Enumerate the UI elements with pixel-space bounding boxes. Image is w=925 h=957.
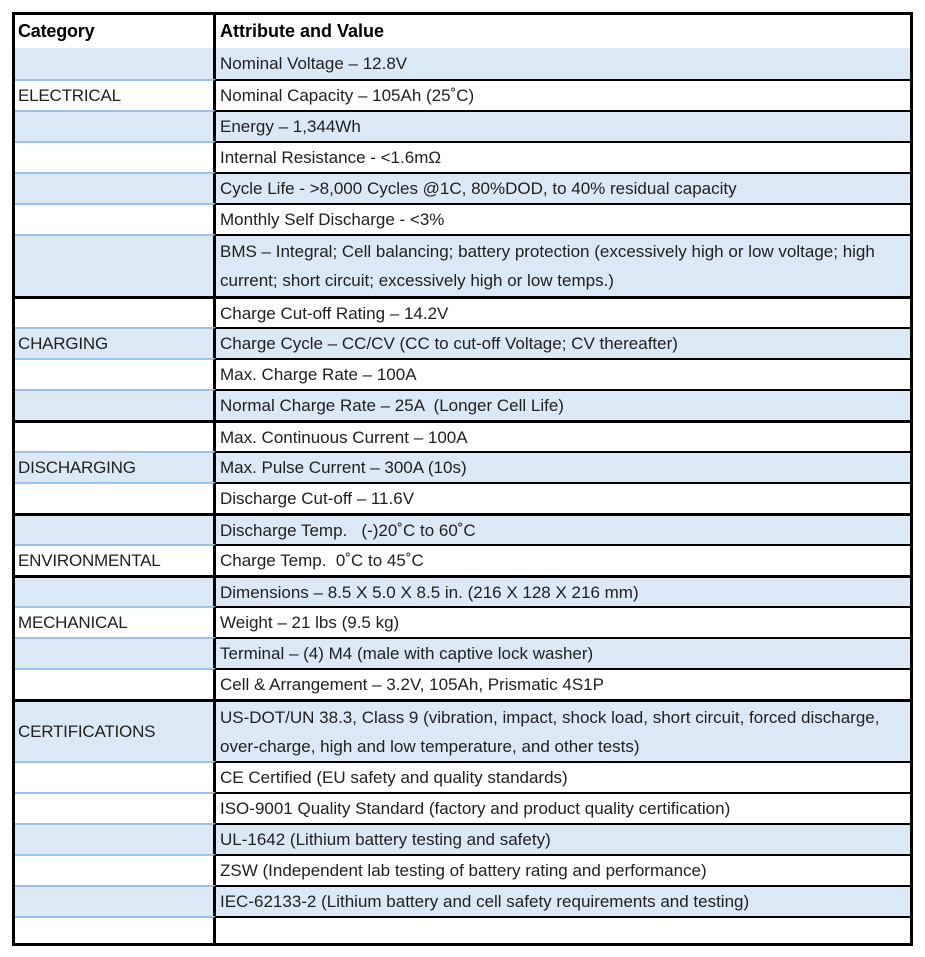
- category-cell: [15, 792, 216, 823]
- table-row: [15, 792, 910, 823]
- table-row: [15, 885, 910, 916]
- attribute-value-cell: Discharge Temp. (-)20˚C to 60˚C: [216, 513, 910, 544]
- table-row: [15, 513, 910, 544]
- table-row: [15, 172, 910, 203]
- table-row: [15, 575, 910, 606]
- table-row: [15, 48, 910, 79]
- category-cell: [15, 482, 216, 513]
- category-cell: [15, 110, 216, 141]
- category-cell: [15, 916, 216, 943]
- attribute-value-cell: Monthly Self Discharge - <3%: [216, 203, 910, 234]
- attribute-value-cell: Cycle Life - >8,000 Cycles @1C, 80%DOD, to 40% residual capacity: [216, 172, 910, 203]
- category-cell-electrical: ELECTRICAL: [15, 79, 216, 110]
- category-cell: [15, 141, 216, 172]
- table-row: [15, 203, 910, 234]
- attribute-value-cell: Weight – 21 lbs (9.5 kg): [216, 606, 910, 637]
- category-cell-mechanical: MECHANICAL: [15, 606, 216, 637]
- attribute-value-cell: Nominal Capacity – 105Ah (25˚C): [216, 79, 910, 110]
- battery-spec-table: [12, 12, 913, 946]
- attribute-value-cell: Discharge Cut-off – 11.6V: [216, 482, 910, 513]
- category-cell: [15, 513, 216, 544]
- attribute-value-cell: Charge Cut-off Rating – 14.2V: [216, 296, 910, 327]
- attribute-value-cell: Energy – 1,344Wh: [216, 110, 910, 141]
- table-row: [15, 234, 910, 296]
- category-cell: [15, 234, 216, 296]
- attribute-value-cell: ISO-9001 Quality Standard (factory and product quality certification): [216, 792, 910, 823]
- category-cell-certifications: CERTIFICATIONS: [15, 699, 216, 761]
- spec-table-body: [15, 48, 910, 943]
- attribute-value-cell: US-DOT/UN 38.3, Class 9 (vibration, impact, shock load, short circuit, forced discharge, over-charge, high and low temperature, and other tests): [216, 699, 910, 761]
- category-cell: [15, 172, 216, 203]
- attribute-value-cell: BMS – Integral; Cell balancing; battery protection (excessively high or low voltage; high current; short circuit; excessively high or low temps.): [216, 234, 910, 296]
- category-cell-discharging: DISCHARGING: [15, 451, 216, 482]
- category-cell: [15, 668, 216, 699]
- table-row: [15, 637, 910, 668]
- category-cell: [15, 637, 216, 668]
- category-cell: [15, 203, 216, 234]
- table-row: [15, 668, 910, 699]
- attribute-value-cell: ZSW (Independent lab testing of battery rating and performance): [216, 854, 910, 885]
- attribute-value-cell: Internal Resistance - <1.6mΩ: [216, 141, 910, 172]
- table-row: [15, 296, 910, 327]
- table-row: [15, 79, 910, 110]
- table-row: [15, 358, 910, 389]
- attribute-value-cell: Nominal Voltage – 12.8V: [216, 48, 910, 79]
- category-cell: [15, 420, 216, 451]
- attribute-header-cell: Attribute and Value: [216, 15, 910, 48]
- table-row: [15, 544, 910, 575]
- attribute-value-cell: Charge Temp. 0˚C to 45˚C: [216, 544, 910, 575]
- table-row: [15, 916, 910, 943]
- attribute-value-cell: Max. Pulse Current – 300A (10s): [216, 451, 910, 482]
- attribute-value-cell: Terminal – (4) M4 (male with captive lock washer): [216, 637, 910, 668]
- attribute-value-cell: Normal Charge Rate – 25A (Longer Cell Life): [216, 389, 910, 420]
- category-cell: [15, 389, 216, 420]
- category-header-cell: Category: [15, 15, 216, 48]
- table-row: [15, 761, 910, 792]
- attribute-value-cell: [216, 916, 910, 943]
- category-cell: [15, 48, 216, 79]
- category-cell: [15, 823, 216, 854]
- table-row: [15, 420, 910, 451]
- category-cell: [15, 296, 216, 327]
- table-row: [15, 606, 910, 637]
- attribute-value-cell: Max. Continuous Current – 100A: [216, 420, 910, 451]
- table-row: [15, 451, 910, 482]
- table-row: [15, 854, 910, 885]
- table-row: [15, 327, 910, 358]
- table-row: [15, 110, 910, 141]
- attribute-value-cell: UL-1642 (Lithium battery testing and safety): [216, 823, 910, 854]
- attribute-value-cell: CE Certified (EU safety and quality standards): [216, 761, 910, 792]
- table-row: [15, 482, 910, 513]
- category-cell: [15, 854, 216, 885]
- table-header-row: [15, 15, 910, 48]
- attribute-value-cell: Dimensions – 8.5 X 5.0 X 8.5 in. (216 X 128 X 216 mm): [216, 575, 910, 606]
- category-cell-charging: CHARGING: [15, 327, 216, 358]
- category-cell: [15, 761, 216, 792]
- attribute-value-cell: Charge Cycle – CC/CV (CC to cut-off Voltage; CV thereafter): [216, 327, 910, 358]
- category-cell: [15, 575, 216, 606]
- attribute-value-cell: IEC-62133-2 (Lithium battery and cell safety requirements and testing): [216, 885, 910, 916]
- table-row: [15, 141, 910, 172]
- table-row: [15, 699, 910, 761]
- table-row: [15, 823, 910, 854]
- attribute-value-cell: Cell & Arrangement – 3.2V, 105Ah, Prismatic 4S1P: [216, 668, 910, 699]
- table-row: [15, 389, 910, 420]
- category-cell: [15, 885, 216, 916]
- attribute-value-cell: Max. Charge Rate – 100A: [216, 358, 910, 389]
- category-cell: [15, 358, 216, 389]
- category-cell-environmental: ENVIRONMENTAL: [15, 544, 216, 575]
